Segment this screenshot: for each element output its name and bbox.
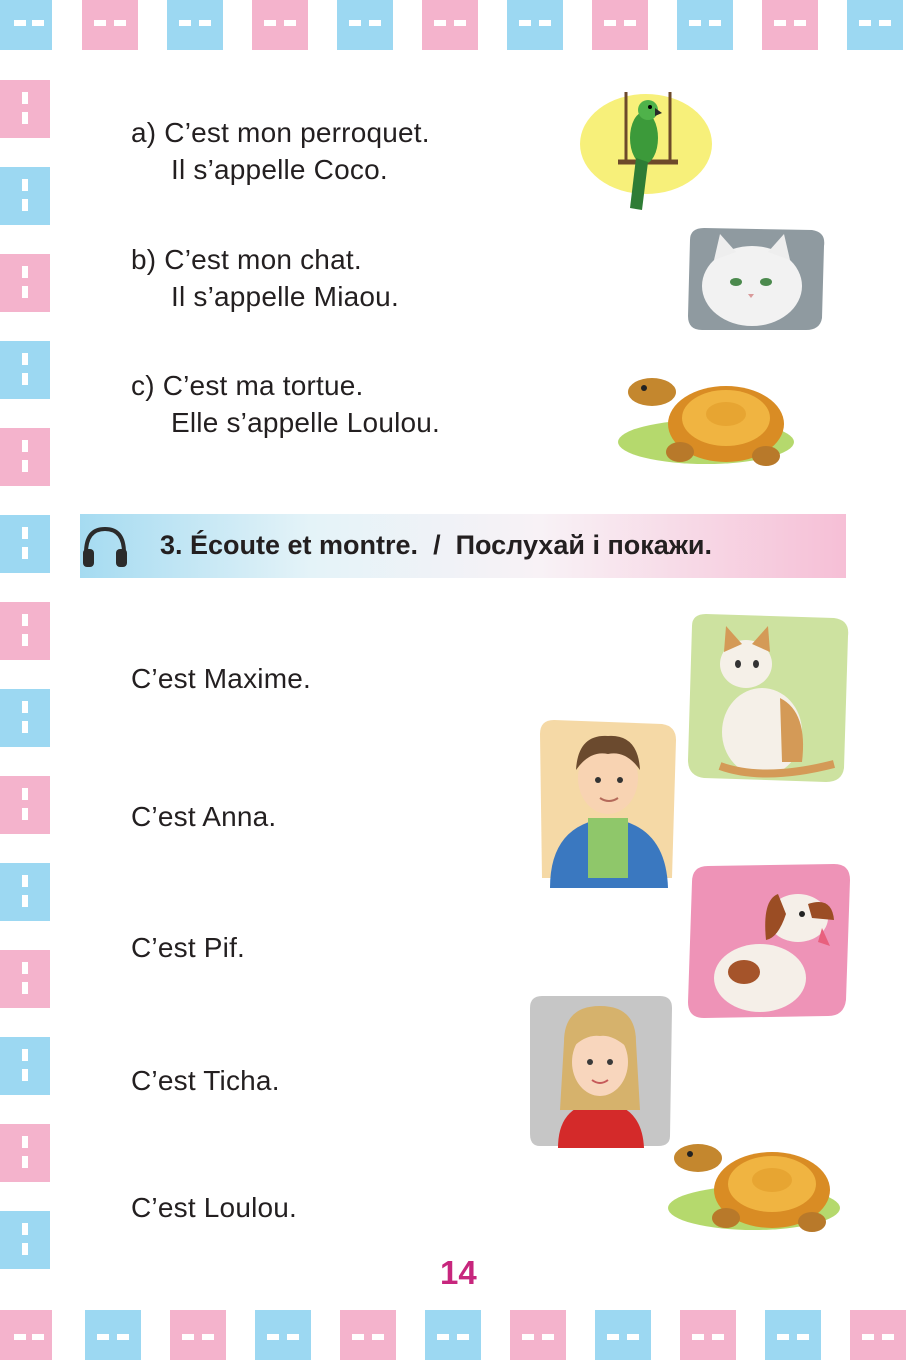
border-tile <box>0 80 50 138</box>
border-tile <box>677 0 733 50</box>
cat-illustration <box>684 226 828 332</box>
border-tile <box>0 341 50 399</box>
pet-b-line1: b) C’est mon chat. <box>131 244 362 275</box>
border-tile <box>510 1310 566 1360</box>
border-tile <box>507 0 563 50</box>
border-tile <box>85 1310 141 1360</box>
border-tile <box>0 689 50 747</box>
pet-c-line1: c) C’est ma tortue. <box>131 370 364 401</box>
border-tile <box>0 950 50 1008</box>
border-tile <box>0 776 50 834</box>
border-tile <box>0 602 50 660</box>
border-tile <box>252 0 308 50</box>
exercise-title <box>160 530 712 561</box>
border-tile <box>762 0 818 50</box>
dog-illustration <box>682 860 854 1022</box>
border-tile <box>422 0 478 50</box>
border-tile <box>592 0 648 50</box>
border-tile <box>0 254 50 312</box>
parrot-illustration <box>578 86 718 216</box>
pet-a-line2: Il s’appelle Coco. <box>171 154 388 185</box>
headphones-icon <box>80 523 130 571</box>
turtle-illustration-bottom <box>664 1136 844 1240</box>
border-tile <box>847 0 903 50</box>
border-tile <box>765 1310 821 1360</box>
pet-c-line2: Elle s’appelle Loulou. <box>171 407 441 438</box>
border-tile <box>680 1310 736 1360</box>
exercise-title-separator: / <box>433 530 441 560</box>
pet-a-line1: a) C’est mon perroquet. <box>131 117 430 148</box>
sentence-loulou: C’est Loulou. <box>131 1192 298 1223</box>
border-tile <box>0 1211 50 1269</box>
border-tile <box>595 1310 651 1360</box>
girl-illustration <box>524 992 676 1148</box>
border-tile <box>82 0 138 50</box>
border-tile <box>0 1124 50 1182</box>
sentence-ticha: C’est Ticha. <box>131 1065 280 1096</box>
sentence-pif: C’est Pif. <box>131 932 246 963</box>
border-tile <box>0 1310 52 1360</box>
border-tile <box>167 0 223 50</box>
boy-illustration <box>534 714 682 888</box>
border-tile <box>255 1310 311 1360</box>
border-tile <box>0 515 50 573</box>
exercise-title-uk: Послухай і покажи. <box>455 530 713 560</box>
border-tile <box>0 428 50 486</box>
border-tile <box>170 1310 226 1360</box>
border-tile <box>0 863 50 921</box>
border-tile <box>340 1310 396 1360</box>
border-tile <box>0 167 50 225</box>
sentence-anna: C’est Anna. <box>131 801 277 832</box>
page-number: 14 <box>440 1254 477 1291</box>
border-tile <box>0 1037 50 1095</box>
exercise-title-fr: 3. Écoute et montre. <box>160 530 419 560</box>
border-tile <box>425 1310 481 1360</box>
pet-b-line2: Il s’appelle Miaou. <box>171 281 399 312</box>
border-tile <box>850 1310 906 1360</box>
sentence-maxime: C’est Maxime. <box>131 663 311 694</box>
border-tile <box>0 0 52 50</box>
turtle-illustration <box>616 370 798 474</box>
border-tile <box>337 0 393 50</box>
sitting-cat-illustration <box>684 612 852 786</box>
